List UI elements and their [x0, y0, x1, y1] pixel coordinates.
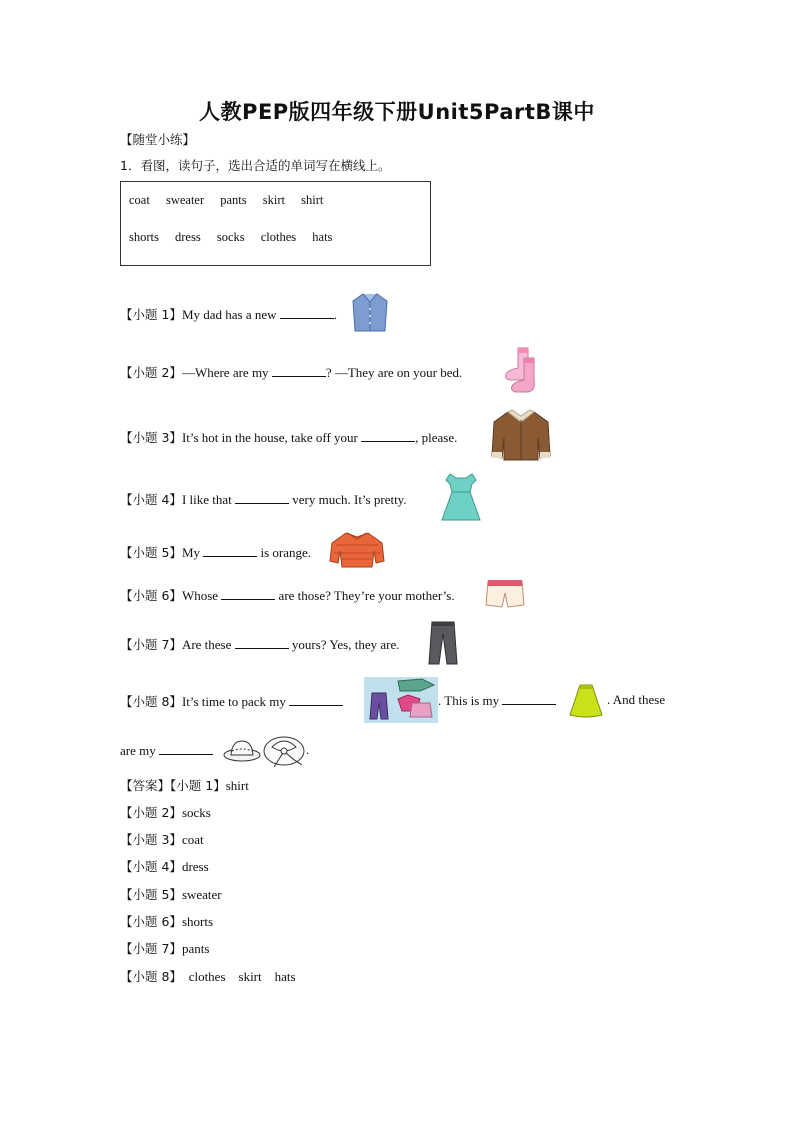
- word-bank-row-2: [129, 230, 345, 245]
- question-text: Are these: [181, 637, 235, 652]
- answer-blank[interactable]: [235, 491, 289, 504]
- question-label: 【小题 1】: [120, 307, 182, 322]
- answer-blank[interactable]: [159, 742, 213, 755]
- answer-text: shorts: [181, 914, 213, 929]
- question-text: are my: [120, 743, 159, 758]
- question-text: It’s hot in the house, take off your: [181, 430, 362, 445]
- dress-icon: [434, 470, 488, 524]
- question-1: [120, 305, 337, 323]
- clothes-icon: [364, 677, 438, 723]
- shorts-icon: [484, 577, 526, 611]
- question-5: [120, 543, 311, 561]
- answer-blank[interactable]: [289, 693, 343, 706]
- question-label: 【小题 6】: [120, 588, 182, 603]
- word-bank: [120, 181, 431, 266]
- question-text: .: [333, 307, 338, 322]
- question-label: 【小题 3】: [120, 430, 182, 445]
- answer-7: [120, 939, 209, 957]
- answers-header: 【答案】: [120, 778, 171, 793]
- shirt-icon: [350, 291, 390, 333]
- question-text: Whose: [181, 588, 222, 603]
- hats-icon: [222, 729, 312, 769]
- answer-text: shirt: [225, 778, 249, 793]
- answer-6: [120, 912, 213, 930]
- section-label: 【随堂小练】: [120, 132, 196, 147]
- question-text: —Where are my: [181, 365, 272, 380]
- answer-blank[interactable]: [235, 636, 289, 649]
- answer-label: 【小题 2】: [120, 805, 182, 820]
- question-label: 【小题 4】: [120, 492, 182, 507]
- question-text: I like that: [181, 492, 236, 507]
- answer-label: 【小题 6】: [120, 914, 182, 929]
- word-bank-word: coat: [129, 193, 150, 207]
- answer-8: [120, 966, 296, 985]
- question-label: 【小题 8】: [120, 694, 182, 709]
- question-3: [120, 428, 457, 446]
- question-text: yours? Yes, they are.: [288, 637, 400, 652]
- answer-5: [120, 885, 222, 903]
- word-bank-word: pants: [220, 193, 247, 207]
- word-bank-word: socks: [216, 230, 245, 244]
- answer-blank[interactable]: [280, 306, 334, 319]
- answer-1: [120, 776, 249, 794]
- question-8-line-2: [120, 742, 213, 759]
- answer-4: [120, 857, 209, 875]
- question-8-line-1b: [438, 692, 556, 709]
- answer-blank[interactable]: [203, 544, 257, 557]
- instruction: 1．看图，读句子，选出合适的单词写在横线上。: [120, 158, 391, 173]
- skirt-icon: [568, 683, 604, 719]
- question-text: .: [306, 742, 310, 757]
- answer-blank[interactable]: [502, 692, 556, 705]
- word-bank-word: dress: [175, 230, 201, 244]
- answer-text: sweater: [181, 887, 222, 902]
- question-7: [120, 635, 399, 653]
- answer-text: coat: [181, 832, 204, 847]
- answer-text: pants: [181, 941, 210, 956]
- question-text: is orange.: [257, 545, 312, 560]
- answer-label: 【小题 5】: [120, 887, 182, 902]
- coat-icon: [490, 408, 552, 462]
- question-text: are those? They’re your mother’s.: [275, 588, 455, 603]
- socks-icon: [500, 346, 540, 394]
- question-text: very much. It’s pretty.: [289, 492, 407, 507]
- word-bank-word: shirt: [301, 193, 324, 207]
- question-text: My: [181, 545, 204, 560]
- question-text: . This is my: [438, 693, 503, 708]
- word-bank-word: skirt: [262, 193, 285, 207]
- question-label: 【小题 2】: [120, 365, 182, 380]
- sweater-icon: [328, 529, 386, 569]
- question-text: . And these: [607, 692, 666, 707]
- word-bank-word: sweater: [165, 193, 205, 207]
- answer-text: clothes skirt hats: [175, 969, 296, 984]
- page-title: 人教PEP版四年级下册Unit5PartB课中: [199, 100, 595, 124]
- answer-label: 【小题 3】: [120, 832, 182, 847]
- question-text: It’s time to pack my: [181, 694, 290, 709]
- question-8-line-2b: [306, 742, 309, 758]
- question-8-line-1c: [607, 692, 665, 708]
- answer-label: 【小题 4】: [120, 859, 182, 874]
- answer-3: [120, 830, 204, 848]
- word-bank-row-1: [129, 193, 336, 208]
- word-bank-word: clothes: [260, 230, 297, 244]
- question-text: , please.: [415, 430, 458, 445]
- answer-label: 【小题 7】: [120, 941, 182, 956]
- question-2: [120, 363, 462, 381]
- answer-text: socks: [181, 805, 211, 820]
- question-text: ? —They are on your bed.: [325, 365, 463, 380]
- answer-blank[interactable]: [221, 587, 275, 600]
- answer-text: dress: [181, 859, 209, 874]
- word-bank-word: shorts: [129, 230, 159, 244]
- question-label: 【小题 5】: [120, 545, 182, 560]
- answer-label: 【小题 1】: [170, 778, 226, 793]
- question-6: [120, 586, 455, 604]
- question-label: 【小题 7】: [120, 637, 182, 652]
- answer-blank[interactable]: [272, 364, 326, 377]
- question-8-line-1: [120, 692, 343, 710]
- pants-icon: [426, 620, 460, 666]
- question-text: My dad has a new: [181, 307, 280, 322]
- answer-blank[interactable]: [361, 429, 415, 442]
- question-4: [120, 490, 407, 508]
- answer-label: 【小题 8】: [120, 969, 176, 984]
- answer-2: [120, 803, 211, 821]
- word-bank-word: hats: [312, 230, 333, 244]
